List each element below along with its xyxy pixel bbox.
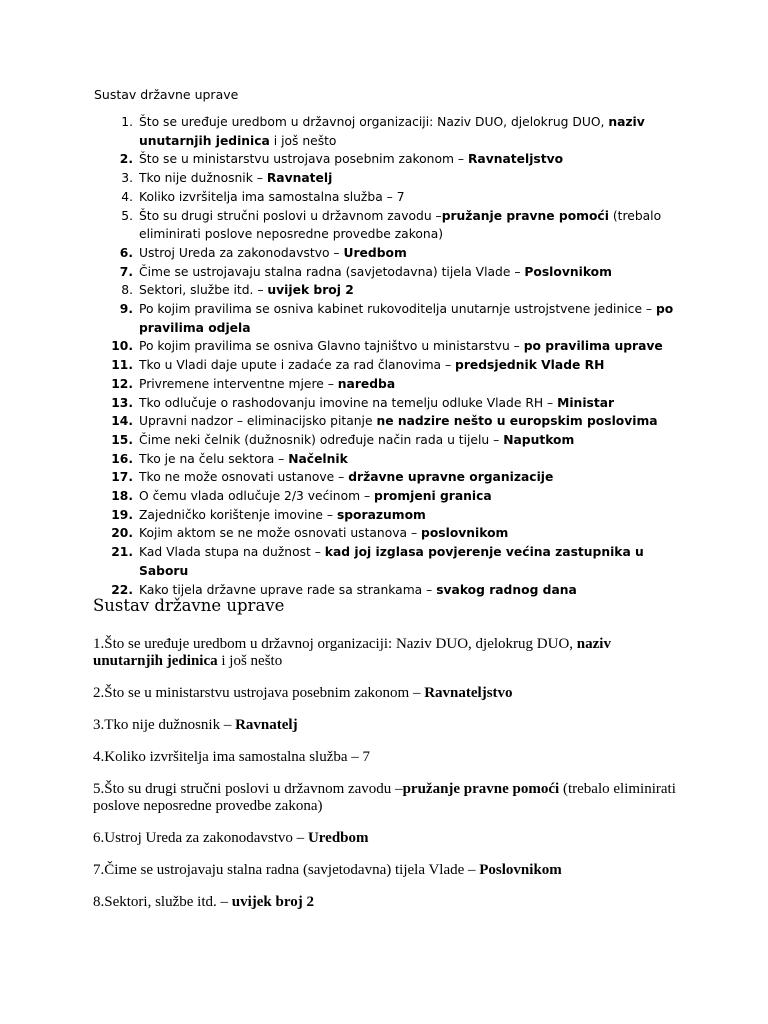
answer-text: Načelnik [288, 451, 348, 466]
question-text: Po kojim pravilima se osniva kabinet rukovoditelja unutarnje ustrojstvene jedinice – [139, 302, 656, 317]
answer-text: kad joj izglasa povjerenje većina zastupnika u Saboru [139, 545, 644, 578]
question-text: Što su drugi stručni poslovi u državnom zavodu – [104, 781, 403, 797]
question-text: Tko ne može osnovati ustanove – [139, 470, 349, 485]
answer-text: ne nadzire nešto u europskim poslovima [376, 414, 658, 429]
paragraph-number: 7. [93, 862, 105, 878]
answer-text: Ministar [557, 395, 615, 410]
answer-text: predsjednik Vlade RH [455, 358, 605, 373]
answer-text: sporazumom [336, 507, 426, 522]
question-text: Upravni nadzor – eliminacijsko pitanje [139, 414, 377, 429]
list-item [94, 113, 684, 150]
document-title: Sustav državne uprave [94, 87, 239, 102]
question-text: Što se uređuje uredbom u državnoj organizaciji: Naziv DUO, djelokrug DUO, [139, 115, 609, 129]
answer-text: Ravnateljstvo [424, 685, 513, 701]
question-text: Čime neki čelnik (dužnosnik) određuje način rada u tijelu – [139, 432, 504, 447]
list-item [94, 244, 684, 263]
item-number: 7. [119, 264, 133, 279]
list-item [94, 524, 684, 543]
suffix-text: i još nešto [217, 653, 283, 669]
question-text: Koliko izvršitelja ima samostalna služba – 7 [104, 749, 371, 765]
paragraph-number: 3. [93, 717, 105, 733]
paragraph [93, 781, 683, 815]
paragraph-number: 6. [93, 830, 105, 846]
item-number: 16. [111, 451, 133, 466]
question-text: Koliko izvršitelja ima samostalna služba – 7 [139, 189, 405, 204]
question-text: Čime se ustrojavaju stalna radna (savjetodavna) tijela Vlade – [104, 862, 480, 878]
answer-text: Ravnatelj [235, 717, 298, 733]
paragraph-number: 5. [93, 781, 105, 797]
item-number: 9. [119, 302, 133, 317]
question-text: Kad Vlada stupa na dužnost – [139, 545, 325, 560]
list-item [94, 169, 684, 188]
answer-text: uvijek broj 2 [267, 283, 354, 298]
list-item [94, 468, 684, 487]
item-number: 1. [121, 115, 133, 129]
question-text: Tko nije dužnosnik – [139, 171, 267, 186]
item-number: 8. [121, 283, 133, 298]
answer-text: Uredbom [343, 245, 407, 260]
list-item [94, 431, 684, 450]
question-text: Sektori, službe itd. – [104, 894, 232, 910]
question-text: Tko nije dužnosnik – [104, 717, 236, 733]
item-number: 19. [111, 507, 133, 522]
answer-text: Ravnateljstvo [467, 152, 564, 167]
list-item [94, 300, 684, 337]
list-item [94, 207, 684, 244]
list-item [94, 450, 684, 469]
answer-text: svakog radnog dana [436, 582, 577, 597]
question-text: Što se uređuje uredbom u državnoj organizaciji: Naziv DUO, djelokrug DUO, [104, 636, 577, 652]
question-text: Kojim aktom se ne može osnovati ustanova – [139, 526, 422, 541]
item-number: 5. [121, 208, 133, 223]
list-item [94, 375, 684, 394]
item-number: 14. [111, 414, 133, 429]
list-item [94, 150, 684, 169]
answer-text: pružanje pravne pomoći [441, 208, 609, 223]
suffix-text: (trebalo eliminirati poslove neposredne provedbe zakona) [139, 208, 662, 242]
question-text: Po kojim pravilima se osniva Glavno tajništvo u ministarstvu – [139, 339, 524, 354]
paragraph-number: 4. [93, 749, 105, 765]
item-number: 20. [111, 526, 133, 541]
answer-text: Ravnatelj [266, 171, 333, 186]
answer-text: Uredbom [307, 830, 369, 846]
list-item [94, 337, 684, 356]
list-item [94, 487, 684, 506]
item-number: 22. [111, 582, 133, 597]
item-number: 6. [119, 245, 133, 260]
answer-text: pružanje pravne pomoći [402, 781, 560, 797]
paragraph [93, 894, 683, 911]
question-text: Ustroj Ureda za zakonodavstvo – [139, 245, 344, 260]
question-text: Čime se ustrojavaju stalna radna (savjetodavna) tijela Vlade – [139, 264, 525, 279]
list-item [94, 412, 684, 431]
question-text: Što su drugi stručni poslovi u državnom zavodu – [139, 208, 442, 223]
item-number: 13. [111, 395, 133, 410]
item-number: 17. [111, 470, 133, 485]
question-text: Kako tijela državne uprave rade sa strankama – [139, 582, 437, 597]
paragraph [93, 717, 683, 734]
item-number: 18. [111, 489, 133, 504]
answer-text: po pravilima uprave [523, 339, 663, 354]
paragraph [93, 830, 683, 847]
question-text: Tko u Vladi daje upute i zadaće za rad članovima – [139, 358, 456, 373]
question-text: Tko je na čelu sektora – [139, 451, 289, 466]
question-text: Sektori, službe itd. – [139, 283, 268, 298]
paragraph [93, 862, 683, 879]
answer-text: Poslovnikom [479, 862, 562, 878]
paragraph-number: 1. [93, 636, 105, 652]
list-item [94, 506, 684, 525]
item-number: 15. [111, 432, 133, 447]
answer-text: naredba [337, 376, 396, 391]
paragraph [93, 749, 683, 766]
paragraph-number: 8. [93, 894, 105, 910]
list-item [94, 356, 684, 375]
question-text: Ustroj Ureda za zakonodavstvo – [104, 830, 308, 846]
suffix-text: (trebalo eliminirati poslove neposredne provedbe zakona) [93, 781, 676, 814]
section-heading: Sustav državne uprave [93, 596, 285, 615]
item-number: 11. [111, 358, 133, 373]
answer-text: Naputkom [503, 432, 575, 447]
list-item [94, 543, 684, 580]
question-text: Što se u ministarstvu ustrojava posebnim zakonom – [139, 152, 468, 167]
list-item [94, 263, 684, 282]
answer-text: uvijek broj 2 [231, 894, 314, 910]
item-number: 4. [121, 189, 133, 204]
answer-text: državne upravne organizacije [348, 470, 554, 485]
question-text: Zajedničko korištenje imovine – [139, 507, 337, 522]
question-text: Što se u ministarstvu ustrojava posebnim zakonom – [104, 685, 425, 701]
answer-text: po pravilima odjela [139, 302, 674, 335]
item-number: 10. [111, 339, 133, 354]
suffix-text: i još nešto [269, 133, 337, 148]
answer-text: naziv unutarnjih jedinica [93, 636, 611, 669]
question-text: O čemu vlada odlučuje 2/3 većinom – [139, 489, 375, 504]
question-list [94, 113, 684, 599]
answer-text: naziv unutarnjih jedinica [139, 115, 645, 148]
list-item [94, 394, 684, 413]
answer-text: promjeni granica [374, 489, 492, 504]
answer-text: Poslovnikom [524, 264, 612, 279]
answer-text: poslovnikom [421, 526, 509, 541]
list-item [94, 188, 684, 207]
item-number: 3. [121, 171, 133, 186]
question-text: Privremene interventne mjere – [139, 376, 338, 391]
question-text: Tko odlučuje o rashodovanju imovine na temelju odluke Vlade RH – [139, 395, 558, 410]
paragraph-number: 2. [93, 685, 105, 701]
list-item [94, 281, 684, 300]
item-number: 2. [119, 152, 133, 167]
paragraph [93, 685, 683, 702]
item-number: 12. [111, 376, 133, 391]
paragraph [93, 636, 683, 670]
item-number: 21. [111, 545, 133, 560]
